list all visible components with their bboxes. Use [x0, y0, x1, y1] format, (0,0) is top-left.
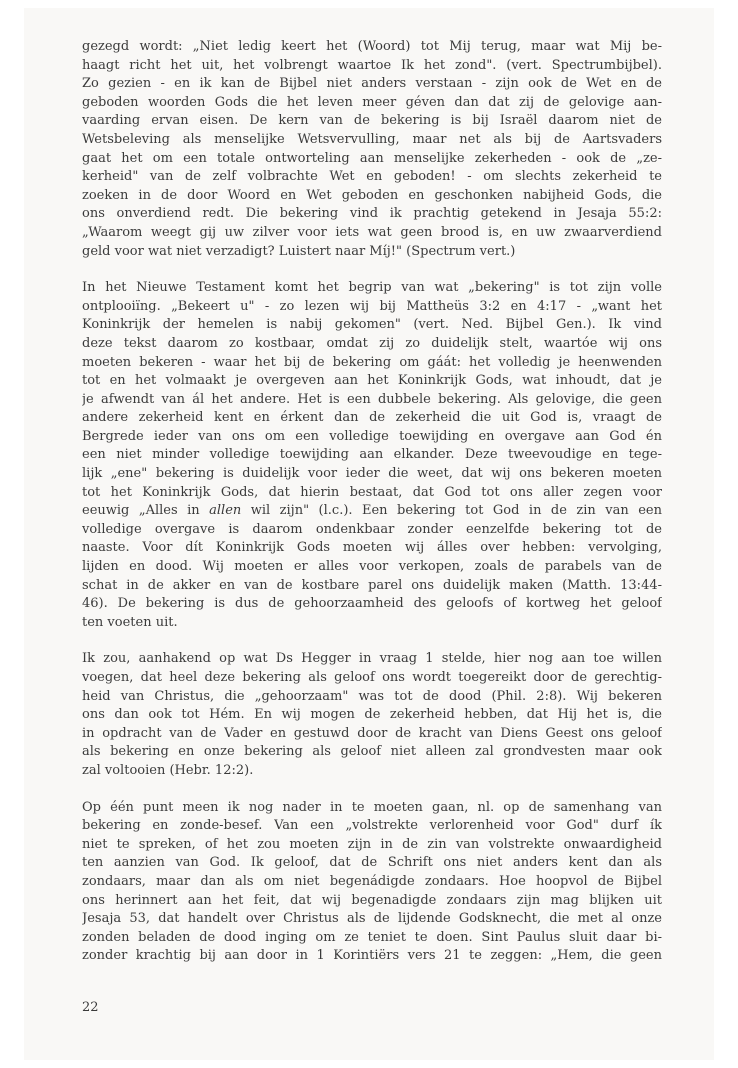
text-line: Op één punt meen ik nog nader in te moeten gaan, nl. op de samenhang van [82, 799, 662, 815]
text-line: moeten bekeren - waar het bij de bekering om gáát: het volledig je heenwenden [82, 354, 662, 370]
text-line: eeuwig „Alles in allen wil zijn" (l.c.). Een bekering tot God in de zin van een [82, 503, 662, 519]
text-line: andere zekerheid kent en érkent dan de zekerheid die uit God is, vraagt de [82, 410, 662, 426]
text-line: ten voeten uit. [82, 614, 178, 630]
text-line: kerheid" van de zelf volbrachte Wet en geboden! - om slechts zekerheid te [82, 169, 662, 185]
text-line: naaste. Voor dít Koninkrijk Gods moeten wij álles over hebben: vervolging, [82, 540, 662, 556]
text-line: Koninkrijk der hemelen is nabij gekomen" (vert. Ned. Bijbel Gen.). Ik vind [82, 317, 662, 333]
text-line: zonder krachtig bij aan door in 1 Korintiërs vers 21 te zeggen: „Hem, die geen [82, 948, 662, 964]
text-line: deze tekst daarom zo kostbaar, omdat zij zo duidelijk stelt, waartóe wij ons [82, 335, 662, 351]
text-line: gaat het om een totale ontworteling aan menselijke zekerheden - ook de „ze- [82, 150, 662, 166]
paragraph-gap [82, 261, 662, 279]
text-line: Bergrede ieder van ons om een volledige toewijding en overgave aan God én [82, 428, 662, 444]
text-line: tot het Koninkrijk Gods, dat hierin bestaat, dat God tot ons aller zegen voor [82, 484, 662, 500]
text-line: Wetsbeleving als menselijke Wetsvervulling, maar net als bij de Aartsvaders [82, 131, 662, 147]
text-line: zoeken in de door Woord en Wet geboden en geschonken nabijheid Gods, die [82, 187, 662, 203]
text-line: je afwendt van ál het andere. Het is een dubbele bekering. Als gelovige, die geen [82, 391, 662, 407]
text-line: een niet minder volledige toewijding aan elkander. Deze tweevoudige en tege- [82, 447, 662, 463]
text-line: 46). De bekering is dus de gehoorzaamheid des geloofs of kortweg het geloof [82, 596, 662, 612]
page-number: 22 [82, 1000, 99, 1015]
text-line: „Waarom weegt gij uw zilver voor iets wat geen brood is, en uw zwaarverdiend [82, 224, 662, 240]
text-line: ons herinnert aan het feit, dat wij begenadigde zondaars zijn mag blijken uit [82, 892, 662, 908]
text-line: bekering en zonde-besef. Van een „volstrekte verlorenheid voor God" durf ík [82, 818, 662, 834]
paragraph [82, 279, 662, 632]
paragraph [82, 650, 662, 780]
text-line: Zo gezien - en ik kan de Bijbel niet anders verstaan - zijn ook de Wet en de [82, 76, 662, 92]
text-line: zonden beladen de dood inging om ze teniet te doen. Sint Paulus sluit daar bi- [82, 929, 662, 945]
text-line: geld voor wat niet verzadigt? Luistert naar Míj!" (Spectrum vert.) [82, 243, 516, 259]
text-line: volledige overgave is daarom ondenkbaar zonder eenzelfde bekering tot de [82, 521, 662, 537]
text-line: Ik zou, aanhakend op wat Ds Hegger in vraag 1 stelde, hier nog aan toe willen [82, 651, 662, 667]
text-line: lijden en dood. Wij moeten er alles voor verkopen, zoals de parabels van de [82, 559, 662, 575]
text-line: zal voltooien (Hebr. 12:2). [82, 762, 254, 778]
emphasis: allen [209, 503, 242, 519]
text-line: in opdracht van de Vader en gestuwd door de kracht van Diens Geest ons geloof [82, 725, 662, 741]
text-line: lijk „ene" bekering is duidelijk voor ieder die weet, dat wij ons bekeren moeten [82, 466, 662, 482]
text-line: geboden woorden Gods die het leven meer géven dan dat zij de gelovige aan- [82, 94, 662, 110]
text-line: ons onverdiend redt. Die bekering vind ik prachtig getekend in Jesaja 55:2: [82, 206, 662, 222]
text-line: zondaars, maar dan als om niet begenádigde zondaars. Hoe hoopvol de Bijbel [82, 873, 662, 889]
text-line: tot en het volmaakt je overgeven aan het Koninkrijk Gods, wat inhoudt, dat je [82, 373, 662, 389]
text-line: In het Nieuwe Testament komt het begrip van wat „bekering" is tot zijn volle [82, 280, 662, 296]
body-text [82, 38, 662, 966]
text-line: voegen, dat heel deze bekering als geloof ons wordt toegereikt door de gerechtig- [82, 670, 662, 685]
paragraph [82, 799, 662, 966]
text-line: als bekering en onze bekering als geloof niet alleen zal grondvesten maar ook [82, 744, 662, 760]
text-line: ontplooiïng. „Bekeert u" - zo lezen wij bij Mattheüs 3:2 en 4:17 - „want het [82, 298, 662, 314]
paragraph-gap [82, 781, 662, 799]
text-line: niet te spreken, of het zou moeten zijn in de zin van volstrekte onwaardigheid [82, 836, 662, 852]
paragraph [82, 38, 662, 261]
text-line: haagt richt het uit, het volbrengt waartoe Ik het zond". (vert. Spectrumbijbel). [82, 57, 662, 73]
book-page [24, 8, 714, 1060]
text-line: schat in de akker en van de kostbare parel ons duidelijk maken (Matth. 13:44- [82, 577, 662, 593]
text-line: vaarding ervan eisen. De kern van de bekering is bij Israël daarom niet de [82, 113, 662, 129]
paragraph-gap [82, 632, 662, 650]
text-line: heid van Christus, die „gehoorzaam" was tot de dood (Phil. 2:8). Wij bekeren [82, 688, 662, 704]
text-line: gezegd wordt: „Niet ledig keert het (Woord) tot Mij terug, maar wat Mij be- [82, 39, 662, 54]
text-line: Jesaja 53, dat handelt over Christus als de lijdende Godsknecht, die met al onze [82, 911, 662, 927]
text-line: ten aanzien van God. Ik geloof, dat de Schrift ons niet anders kent dan als [82, 855, 662, 871]
text-line: ons dan ook tot Hém. En wij mogen de zekerheid hebben, dat Hij het is, die [82, 707, 662, 723]
